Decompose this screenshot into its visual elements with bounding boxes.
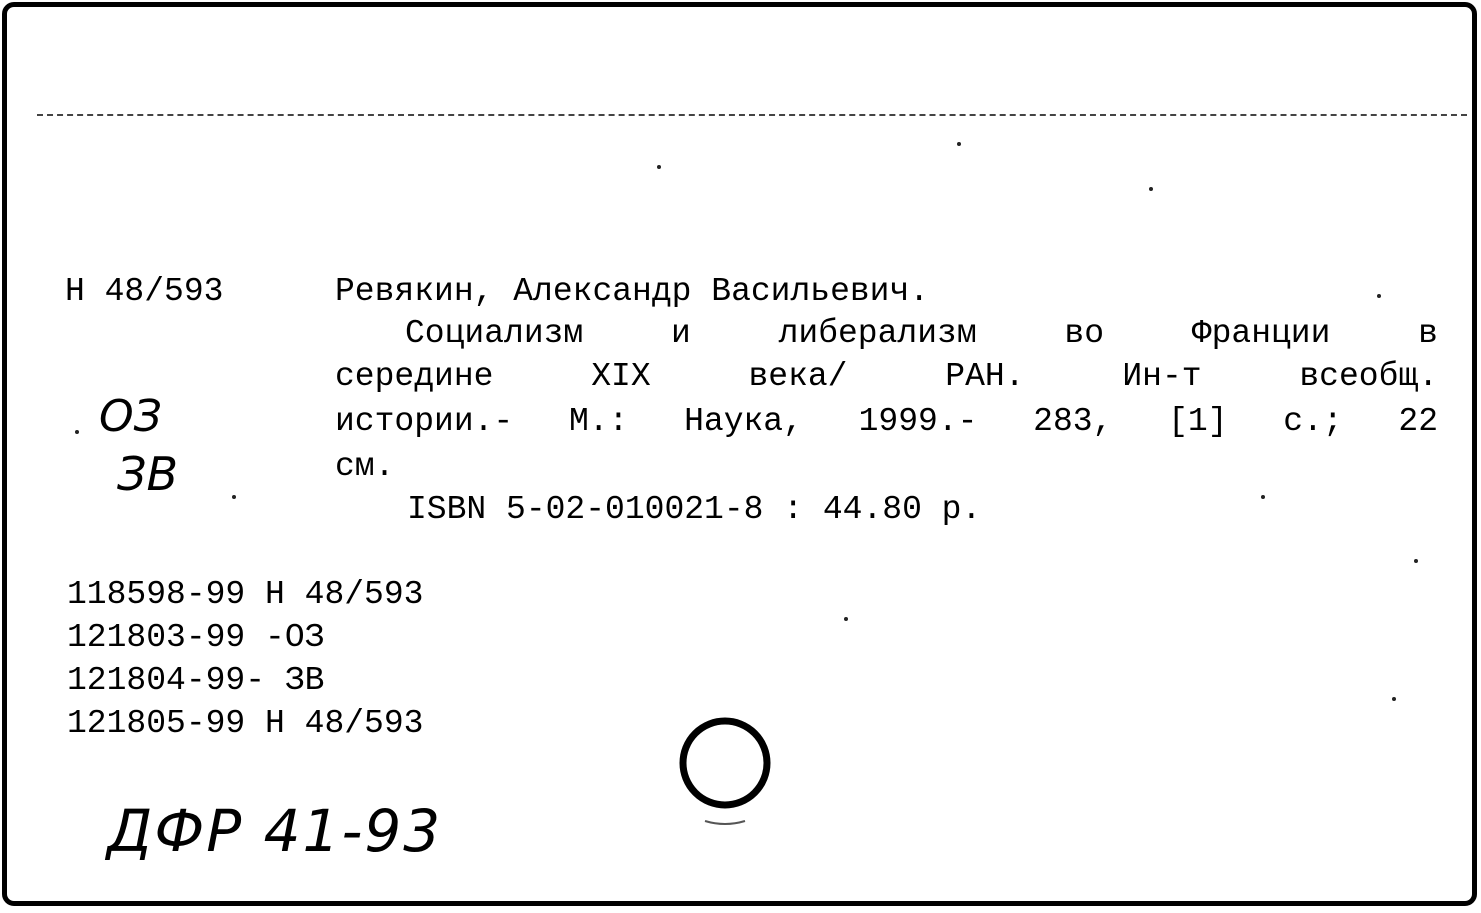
isbn-price: ISBN 5-02-010021-8 : 44.80 р. (407, 491, 982, 528)
dashed-rule (37, 114, 1467, 116)
speck (1414, 559, 1418, 563)
holding-location: Н 48/593 (245, 705, 424, 742)
holding-location: - ЗВ (245, 662, 325, 699)
inventory-number: 118598-99 (67, 576, 246, 613)
title-line-3: истории.- М.: Наука, 1999.- 283, [1] с.; 22 (335, 403, 1438, 440)
inventory-number: 121805-99 (67, 705, 246, 742)
author: Ревякин, Александр Васильевич. (335, 273, 930, 310)
holding-row (67, 621, 324, 654)
title-line-2: середине XIX века/ РАН. Ин-т всеобщ. (335, 358, 1438, 395)
title-line-1: Социализм и либерализм во Франции в (405, 315, 1438, 352)
holding-location: Н 48/593 (245, 576, 424, 613)
speck (1377, 294, 1381, 298)
call-number: Н 48/593 (65, 273, 224, 310)
speck (657, 165, 661, 169)
speck (1392, 697, 1396, 701)
inventory-number: 121803-99 (67, 619, 246, 656)
speck (844, 617, 848, 621)
title-line-4: см. (335, 448, 395, 485)
handwritten-code: ДФР 41-93 (107, 797, 443, 865)
speck (1149, 187, 1153, 191)
speck (75, 430, 79, 434)
punch-hole-icon (675, 715, 779, 827)
speck (232, 495, 236, 499)
handwritten-location-2: ЗВ (117, 447, 179, 501)
inventory-number: 121804-99 (67, 662, 246, 699)
holding-location: -ОЗ (245, 619, 325, 656)
handwritten-location-1: ОЗ (99, 391, 162, 442)
speck (1261, 495, 1265, 499)
catalog-card (2, 2, 1477, 906)
holding-row (67, 707, 423, 740)
speck (957, 142, 961, 146)
holding-row (67, 664, 324, 697)
holding-row (67, 578, 423, 611)
